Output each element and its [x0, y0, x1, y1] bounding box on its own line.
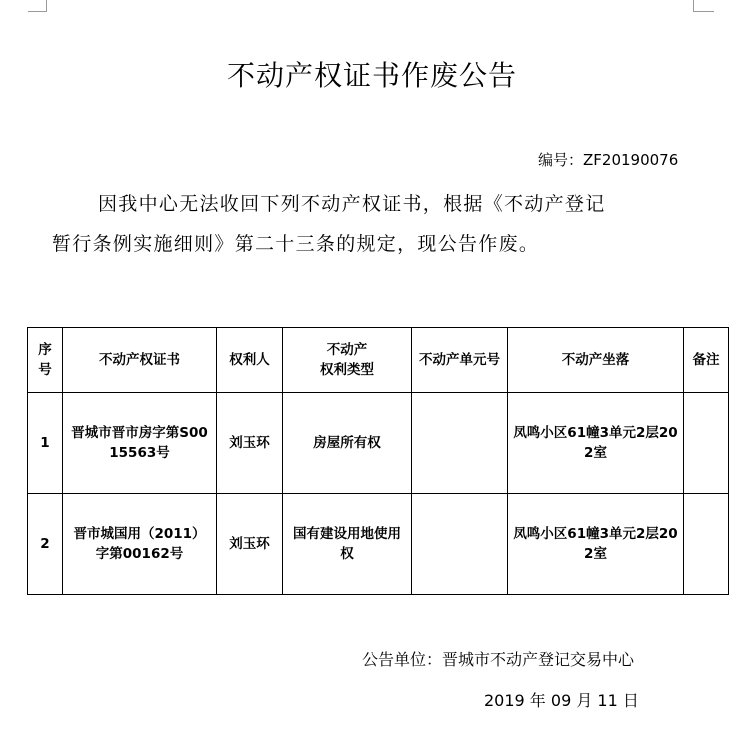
publisher-label: 公告单位：: [362, 650, 443, 669]
table-row: [28, 393, 729, 494]
header-certificate: 不动产权证书: [63, 328, 217, 393]
header-right-type: [283, 328, 412, 393]
cell-remark: [684, 494, 729, 595]
announcement-line-1: 因我中心无法收回下列不动产权证书，根据《不动产登记: [98, 193, 606, 215]
cell-unit-no: [412, 494, 508, 595]
certificate-table: [27, 327, 729, 595]
announcement-body: [52, 184, 702, 264]
page-corner-mark-right: [693, 0, 714, 12]
document-number-value: ZF20190076: [583, 151, 679, 169]
cell-certificate: 晋城市晋市房字第S0015563号: [63, 393, 217, 494]
document-number: [538, 149, 678, 170]
page-corner-mark-left: [28, 0, 47, 12]
header-seq: 序号: [28, 328, 63, 393]
cell-certificate: 晋市城国用（2011）字第00162号: [63, 494, 217, 595]
publisher-name: 晋城市不动产登记交易中心: [442, 650, 635, 669]
header-right-type-line2: 权利类型: [320, 362, 374, 378]
announcement-date: 2019 年 09 月 11 日: [484, 691, 639, 710]
announcement-line-2: 暂行条例实施细则》第二十三条的规定，现公告作废。: [52, 233, 540, 255]
document-number-label: 编号：: [538, 151, 584, 169]
header-location: 不动产坐落: [508, 328, 684, 393]
table-row: [28, 494, 729, 595]
header-right-type-line1: 不动产: [326, 342, 368, 358]
cell-remark: [684, 393, 729, 494]
header-holder: 权利人: [217, 328, 283, 393]
cell-holder: 刘玉环: [217, 494, 283, 595]
document-title: 不动产权证书作废公告: [226, 59, 517, 92]
cell-seq: 2: [28, 494, 63, 595]
header-unit-no: 不动产单元号: [412, 328, 508, 393]
header-remark: 备注: [684, 328, 729, 393]
cell-unit-no: [412, 393, 508, 494]
cell-seq: 1: [28, 393, 63, 494]
cell-location: 凤鸣小区61幢3单元2层202室: [508, 494, 684, 595]
publisher: [362, 647, 634, 670]
cell-location: 凤鸣小区61幢3单元2层202室: [508, 393, 684, 494]
cell-right-type: 国有建设用地使用权: [283, 494, 412, 595]
table-header-row: [28, 328, 729, 393]
cell-right-type: 房屋所有权: [283, 393, 412, 494]
cell-holder: 刘玉环: [217, 393, 283, 494]
